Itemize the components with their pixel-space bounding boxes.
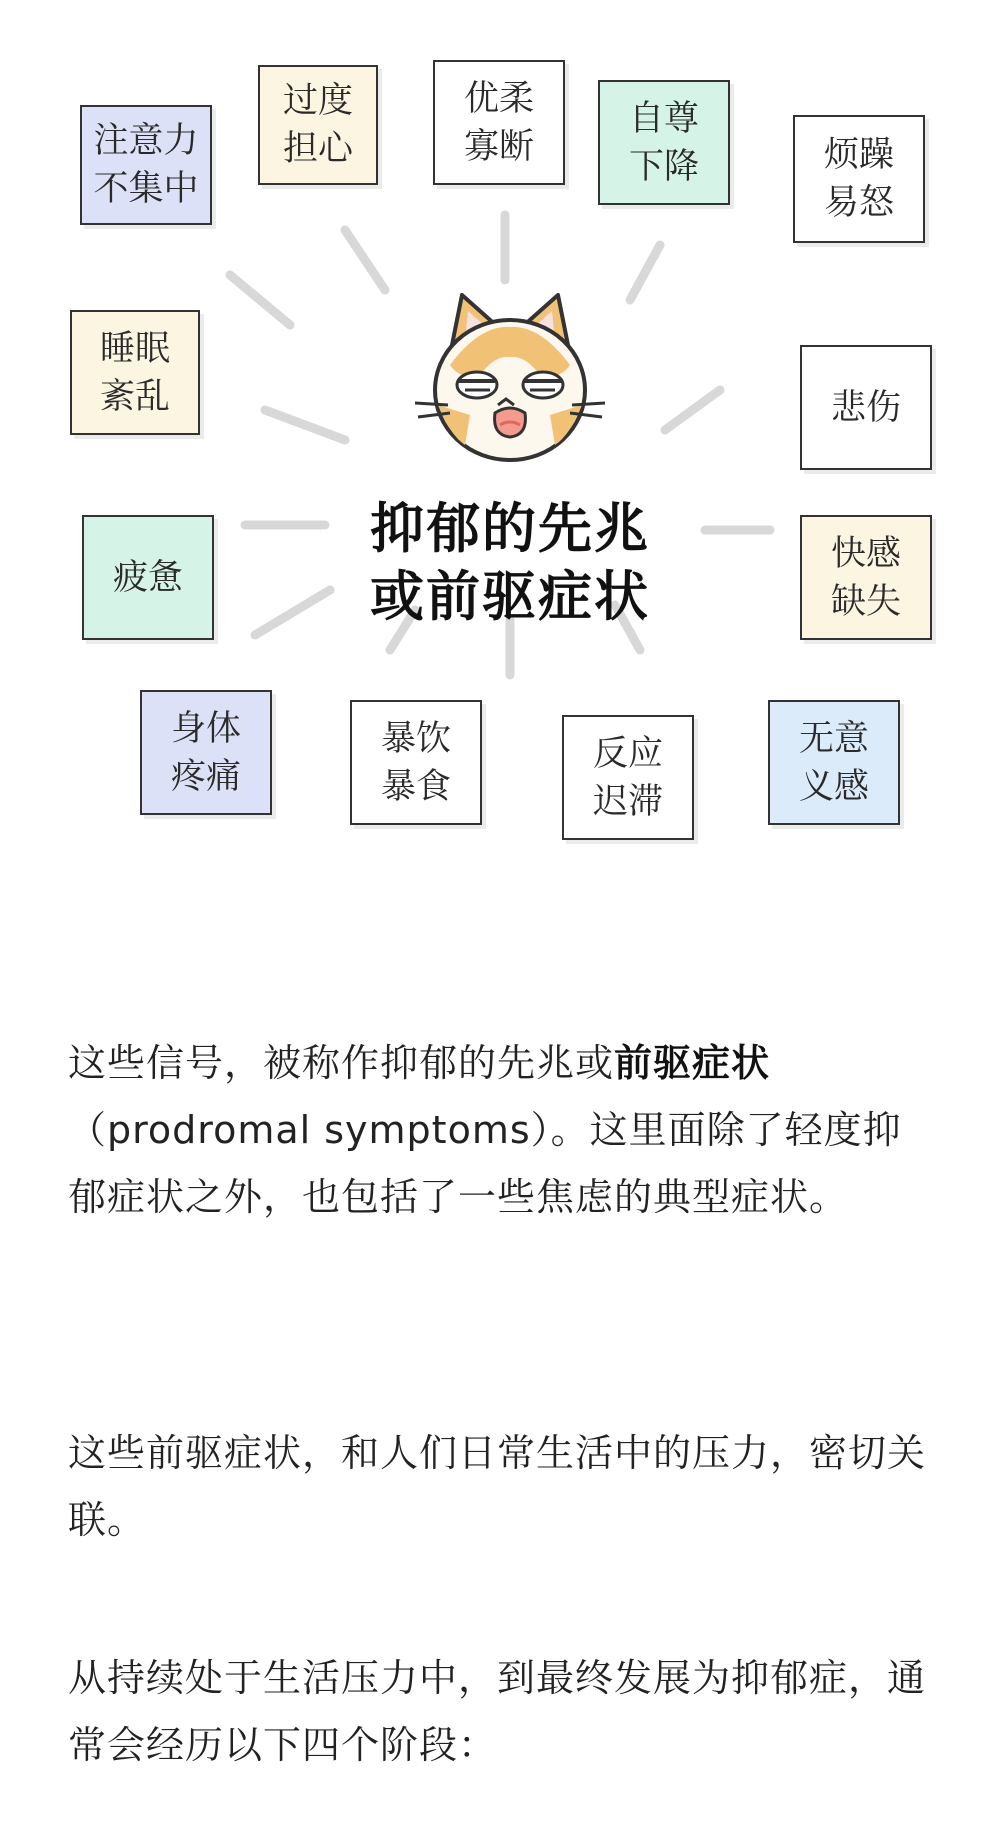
symptom-card: 注意力 不集中 bbox=[80, 105, 212, 225]
symptom-card: 疲惫 bbox=[82, 515, 214, 640]
paragraph-1 bbox=[68, 1030, 938, 1231]
symptom-card: 自尊 下降 bbox=[598, 80, 730, 205]
paragraph-1-bold: 前驱症状 bbox=[614, 1041, 771, 1085]
symptom-card: 悲伤 bbox=[800, 345, 932, 470]
symptom-card: 反应 迟滞 bbox=[562, 715, 694, 840]
symptom-card: 身体 疼痛 bbox=[140, 690, 272, 815]
symptom-card: 暴饮 暴食 bbox=[350, 700, 482, 825]
symptom-card: 无意 义感 bbox=[768, 700, 900, 825]
paragraph-1-text-b: （prodromal symptoms）。这里面除了轻度抑郁症状之外，也包括了一些焦虑的典型症状。 bbox=[68, 1108, 902, 1219]
symptom-card: 快感 缺失 bbox=[800, 515, 932, 640]
illustration-title: 抑郁的先兆 或前驱症状 bbox=[370, 497, 650, 628]
symptom-card: 睡眠 紊乱 bbox=[70, 310, 200, 435]
cat-icon bbox=[410, 285, 610, 475]
symptom-card: 过度 担心 bbox=[258, 65, 378, 185]
paragraph-1-text-a: 这些信号，被称作抑郁的先兆或 bbox=[68, 1041, 615, 1085]
symptom-card: 烦躁 易怒 bbox=[793, 115, 925, 243]
paragraph-3: 从持续处于生活压力中，到最终发展为抑郁症，通常会经历以下四个阶段： bbox=[68, 1656, 927, 1767]
symptom-illustration bbox=[0, 0, 1000, 880]
symptom-card: 优柔 寡断 bbox=[433, 60, 565, 185]
paragraph-2: 这些前驱症状，和人们日常生活中的压力，密切关联。 bbox=[68, 1431, 927, 1542]
